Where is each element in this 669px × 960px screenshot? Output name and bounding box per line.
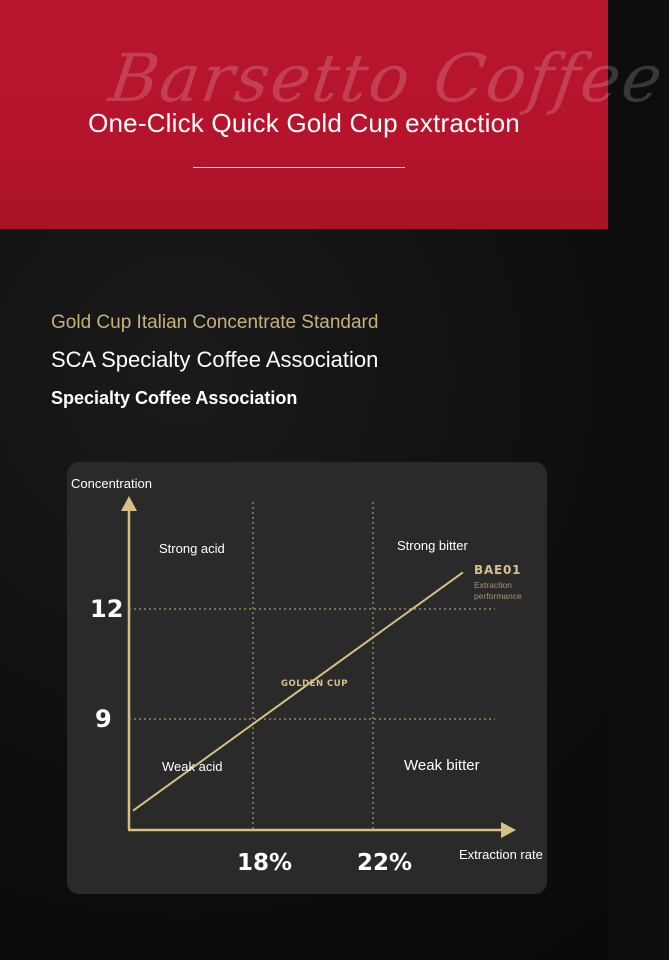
series-line-bae01 <box>133 572 463 810</box>
quadrant-label-strong-acid: Strong acid <box>159 541 225 556</box>
x-tick-label-18: 18% <box>237 850 293 876</box>
banner-title: One-Click Quick Gold Cup extraction <box>88 108 520 138</box>
golden-cup-label: GOLDEN CUP <box>281 679 348 689</box>
sca-subheading: Specialty Coffee Association <box>51 388 298 408</box>
quadrant-label-weak-acid: Weak acid <box>162 759 223 774</box>
brand-watermark: Barsetto Coffee <box>104 40 669 117</box>
sca-heading: SCA Specialty Coffee Association <box>51 347 379 372</box>
x-axis-arrow <box>501 822 516 838</box>
x-tick-label-22: 22% <box>357 850 413 876</box>
y-axis-label: Concentration <box>71 476 152 491</box>
series-description-line-2: performance <box>474 591 522 601</box>
series-description-line-1: Extraction <box>474 580 512 590</box>
y-tick-label-12: 12 <box>90 595 124 623</box>
y-tick-label-9: 9 <box>95 705 112 733</box>
quadrant-label-weak-bitter: Weak bitter <box>404 757 480 774</box>
y-axis-arrow <box>121 496 137 511</box>
standard-heading: Gold Cup Italian Concentrate Standard <box>51 312 379 333</box>
quadrant-label-strong-bitter: Strong bitter <box>397 538 468 553</box>
series-name-label: BAE01 <box>474 563 522 577</box>
x-axis-label: Extraction rate <box>459 847 543 862</box>
